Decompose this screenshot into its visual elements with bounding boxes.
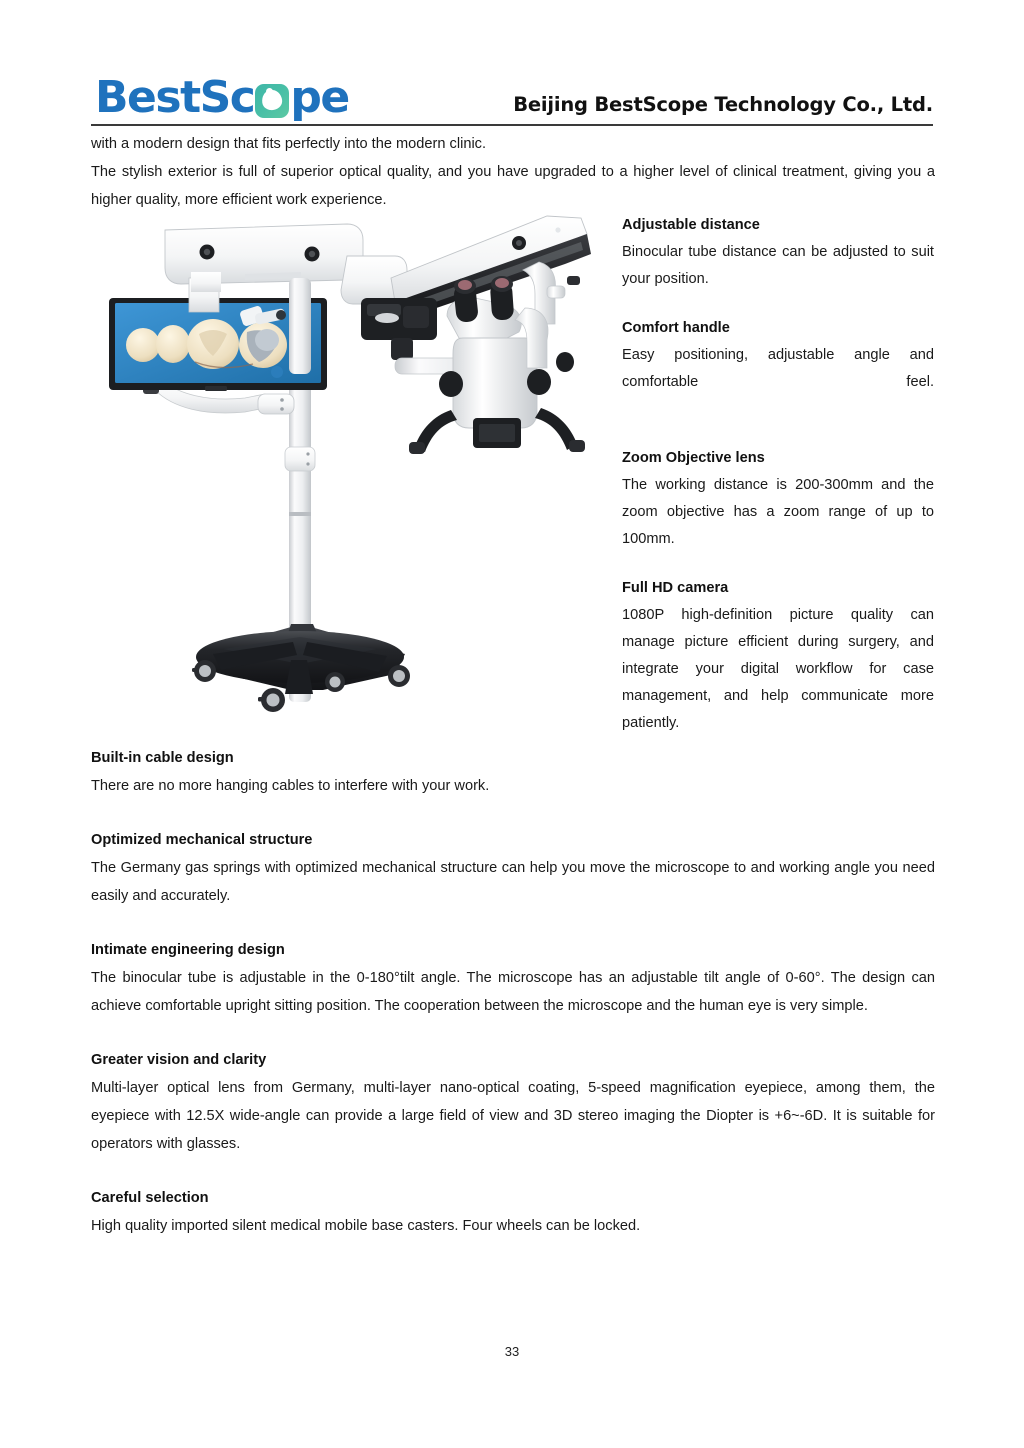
zoom-knob-left [439,371,463,397]
feature-item [622,212,934,293]
intro-text-block [91,130,935,214]
page-number: 33 [504,1344,520,1359]
section-title: Careful selection [91,1190,209,1206]
head-knob [567,276,580,285]
microscope-illustration [95,212,595,732]
section-body: Multi-layer optical lens from Germany, multi-layer nano-optical coating, 5-speed magnification eyepiece, among them, the eyepiece with 12.5X wide-angle can provide a large field of view and 3D stereo imaging the Diopter is +6~-6D. It is suitable for operators with glasses. [91,1080,935,1152]
section-title: Built-in cable design [91,750,234,766]
section-body: There are no more hanging cables to interfere with your work. [91,778,490,794]
microscope-body [453,338,537,428]
monitor-arm-clamp [258,394,294,414]
section-item [91,744,935,800]
product-image [95,212,595,732]
monitor-stand-neck [205,386,227,391]
section-title: Greater vision and clarity [91,1052,267,1068]
company-name: Beijing BestScope Technology Co., Ltd. [513,93,933,116]
section-title: Optimized mechanical structure [91,832,313,848]
feature-item [622,315,934,423]
feature-list [622,212,934,764]
lens-droplet-icon [255,84,289,118]
zoom-knob-right [527,369,551,395]
mobile-base [196,624,405,694]
section-body: High quality imported silent medical mobile base casters. Four wheels can be locked. [91,1218,641,1234]
section-item [91,1046,935,1158]
section-item [91,1184,935,1240]
feature-title: Adjustable distance [622,217,760,233]
header-divider [91,124,933,126]
feature-item [622,575,934,764]
hd-camera-module [361,298,437,360]
section-item [91,936,935,1020]
intro-line-2: The stylish exterior is full of superior optical quality, and you have upgraded to a higher level of clinical treatment, giving you a higher quality, more efficient work experience. [91,164,935,208]
feature-item [622,445,934,553]
section-body: The binocular tube is adjustable in the 0-180°tilt angle. The microscope has an adjustable tilt angle of 0-60°. The design can achieve comfortable upright sitting position. The cooperation between the microscope and the human eye is very simple. [91,970,935,1014]
feature-body: Binocular tube distance can be adjusted to suit your position. [622,244,934,287]
section-item [91,826,935,910]
intro-line-1: with a modern design that fits perfectly into the modern clinic. [91,136,487,152]
feature-body: 1080P high-definition picture quality can manage picture efficient during surgery, and integrate your digital workflow for case management, and help communicate more patiently. [622,607,934,731]
pole-joint-line [289,512,311,516]
feature-body: The working distance is 200-300mm and the zoom objective has a zoom range of up to 100mm. [622,477,934,547]
logo-wordmark [95,72,349,123]
detail-sections [91,744,935,1266]
logo-text-first: BestSc [95,72,255,123]
feature-title: Full HD camera [622,580,729,596]
feature-title: Zoom Objective lens [622,450,765,466]
page-footer [0,1343,1024,1361]
section-title: Intimate engineering design [91,942,285,958]
section-body: The Germany gas springs with optimized mechanical structure can help you move the microscope to and working angle you need easily and accurately. [91,860,935,904]
logo-text-last: pe [290,72,349,123]
feature-body: Easy positioning, adjustable angle and comfortable feel. [622,347,934,390]
pole-clamp [285,447,315,471]
feature-title: Comfort handle [622,320,730,336]
bestscope-logo [95,72,349,123]
page-header [91,48,933,124]
